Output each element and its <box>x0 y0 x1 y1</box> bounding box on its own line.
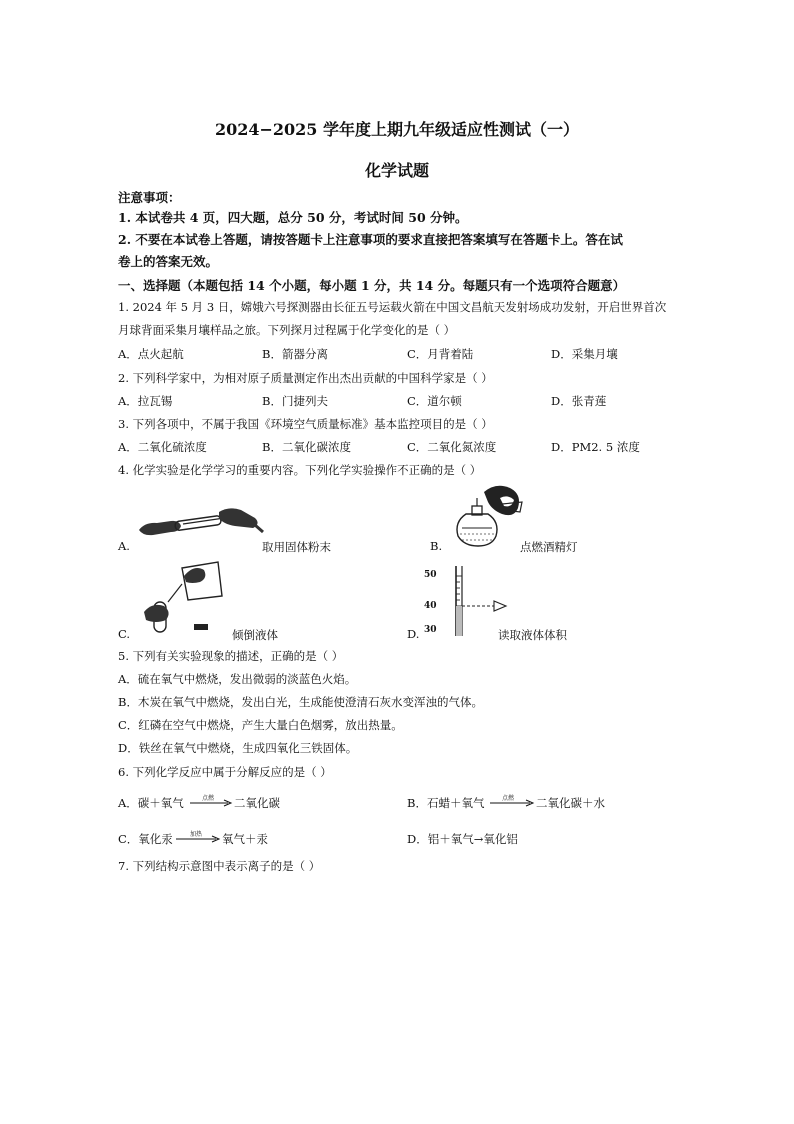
q6-option-b-products: 二氧化碳＋水 <box>536 796 605 810</box>
q4-option-c-letter: C. <box>118 627 131 641</box>
reaction-arrow-icon <box>190 799 232 807</box>
q6-option-b-reactants: B．石蜡＋氧气 <box>407 796 485 810</box>
q5-option-a: A．硫在氧气中燃烧，发出微弱的淡蓝色火焰。 <box>118 672 357 686</box>
q6-option-c-products: 氧气＋汞 <box>222 832 268 846</box>
q1-stem-line-1: 1. 2024 年 5 月 3 日，嫦娥六号探测器由长征五号运载火箭在中国文昌航天发射场成功发射，开启世界首次 <box>118 300 667 314</box>
q3-option-b: B．二氧化碳浓度 <box>262 440 351 454</box>
q3-stem: 3. 下列各项中，不属于我国《环境空气质量标准》基本监控项目的是（ ） <box>118 417 493 431</box>
q4-option-b-caption: 点燃酒精灯 <box>520 540 578 554</box>
q7-stem: 7. 下列结构示意图中表示离子的是（ ） <box>118 859 321 873</box>
cylinder-tick-50: 50 <box>424 570 437 580</box>
q4-option-c-caption: 倾倒液体 <box>232 628 278 642</box>
section-1-heading: 一、选择题（本题包括 14 个小题，每小题 1 分，共 14 分。每题只有一个选项符合题意） <box>118 278 626 293</box>
notes-item-2-line-2: 卷上的答案无效。 <box>118 254 219 269</box>
q4-stem: 4. 化学实验是化学学习的重要内容。下列化学实验操作不正确的是（ ） <box>118 463 482 477</box>
q3-option-c: C．二氧化氮浓度 <box>407 440 497 454</box>
q4-figure-c-pouring <box>138 556 238 638</box>
exam-subtitle: 化学试题 <box>364 161 429 180</box>
q5-stem: 5. 下列有关实验现象的描述，正确的是（ ） <box>118 649 344 663</box>
exam-title: 2024−2025 学年度上期九年级适应性测试（一） <box>214 120 580 139</box>
q5-option-c: C．红磷在空气中燃烧，产生大量白色烟雾，放出热量。 <box>118 718 403 732</box>
q2-option-d: D．张青莲 <box>551 394 607 408</box>
notes-item-1: 1. 本试卷共 4 页，四大题，总分 50 分，考试时间 50 分钟。 <box>118 210 468 225</box>
q5-option-d: D．铁丝在氧气中燃烧，生成四氧化三铁固体。 <box>118 741 358 755</box>
q1-option-d: D．采集月壤 <box>551 347 618 361</box>
q6-option-a-condition: 点燃 <box>202 795 215 802</box>
q6-option-c-reactants: C．氧化汞 <box>118 832 173 846</box>
q4-option-d-letter: D. <box>407 627 420 641</box>
q6-stem: 6. 下列化学反应中属于分解反应的是（ ） <box>118 765 332 779</box>
q1-option-b: B．箭器分离 <box>262 347 328 361</box>
q1-option-c: C．月背着陆 <box>407 347 474 361</box>
q2-option-a: A．拉瓦锡 <box>118 394 173 408</box>
q2-stem: 2. 下列科学家中，为相对原子质量测定作出杰出贡献的中国科学家是（ ） <box>118 371 493 385</box>
q2-option-b: B．门捷列夫 <box>262 394 328 408</box>
cylinder-tick-40: 40 <box>424 601 437 611</box>
q4-figure-b-alcohol-lamp <box>448 484 528 554</box>
reaction-arrow-icon <box>176 835 220 843</box>
q1-option-a: A．点火起航 <box>118 347 184 361</box>
cylinder-tick-30: 30 <box>424 625 437 635</box>
q4-option-d-caption: 读取液体体积 <box>498 628 567 642</box>
notes-item-2-line-1: 2. 不要在本试卷上答题，请按答题卡上注意事项的要求直接把答案填写在答题卡上。答在试 <box>118 232 623 247</box>
q6-option-d: D．铝＋氧气→氧化铝 <box>407 832 518 846</box>
q6-option-c-condition: 加热 <box>190 831 203 838</box>
q4-option-a-caption: 取用固体粉末 <box>262 540 331 554</box>
q4-figure-a-powder <box>135 502 265 542</box>
q1-stem-line-2: 月球背面采集月壤样品之旅。下列探月过程属于化学变化的是（ ） <box>118 323 456 337</box>
q3-option-a: A．二氧化硫浓度 <box>118 440 207 454</box>
q4-option-a-letter: A. <box>118 539 130 553</box>
q3-option-d: D．PM2. 5 浓度 <box>551 440 640 454</box>
q6-option-a-products: 二氧化碳 <box>234 796 280 810</box>
q4-option-b-letter: B. <box>430 539 443 553</box>
q6-option-a-reactants: A．碳＋氧气 <box>118 796 184 810</box>
notes-heading: 注意事项： <box>118 190 181 205</box>
q6-option-b-condition: 点燃 <box>502 795 515 802</box>
q5-option-b: B．木炭在氧气中燃烧，发出白光，生成能使澄清石灰水变浑浊的气体。 <box>118 695 483 709</box>
q2-option-c: C．道尔顿 <box>407 394 462 408</box>
reaction-arrow-icon <box>490 799 534 807</box>
